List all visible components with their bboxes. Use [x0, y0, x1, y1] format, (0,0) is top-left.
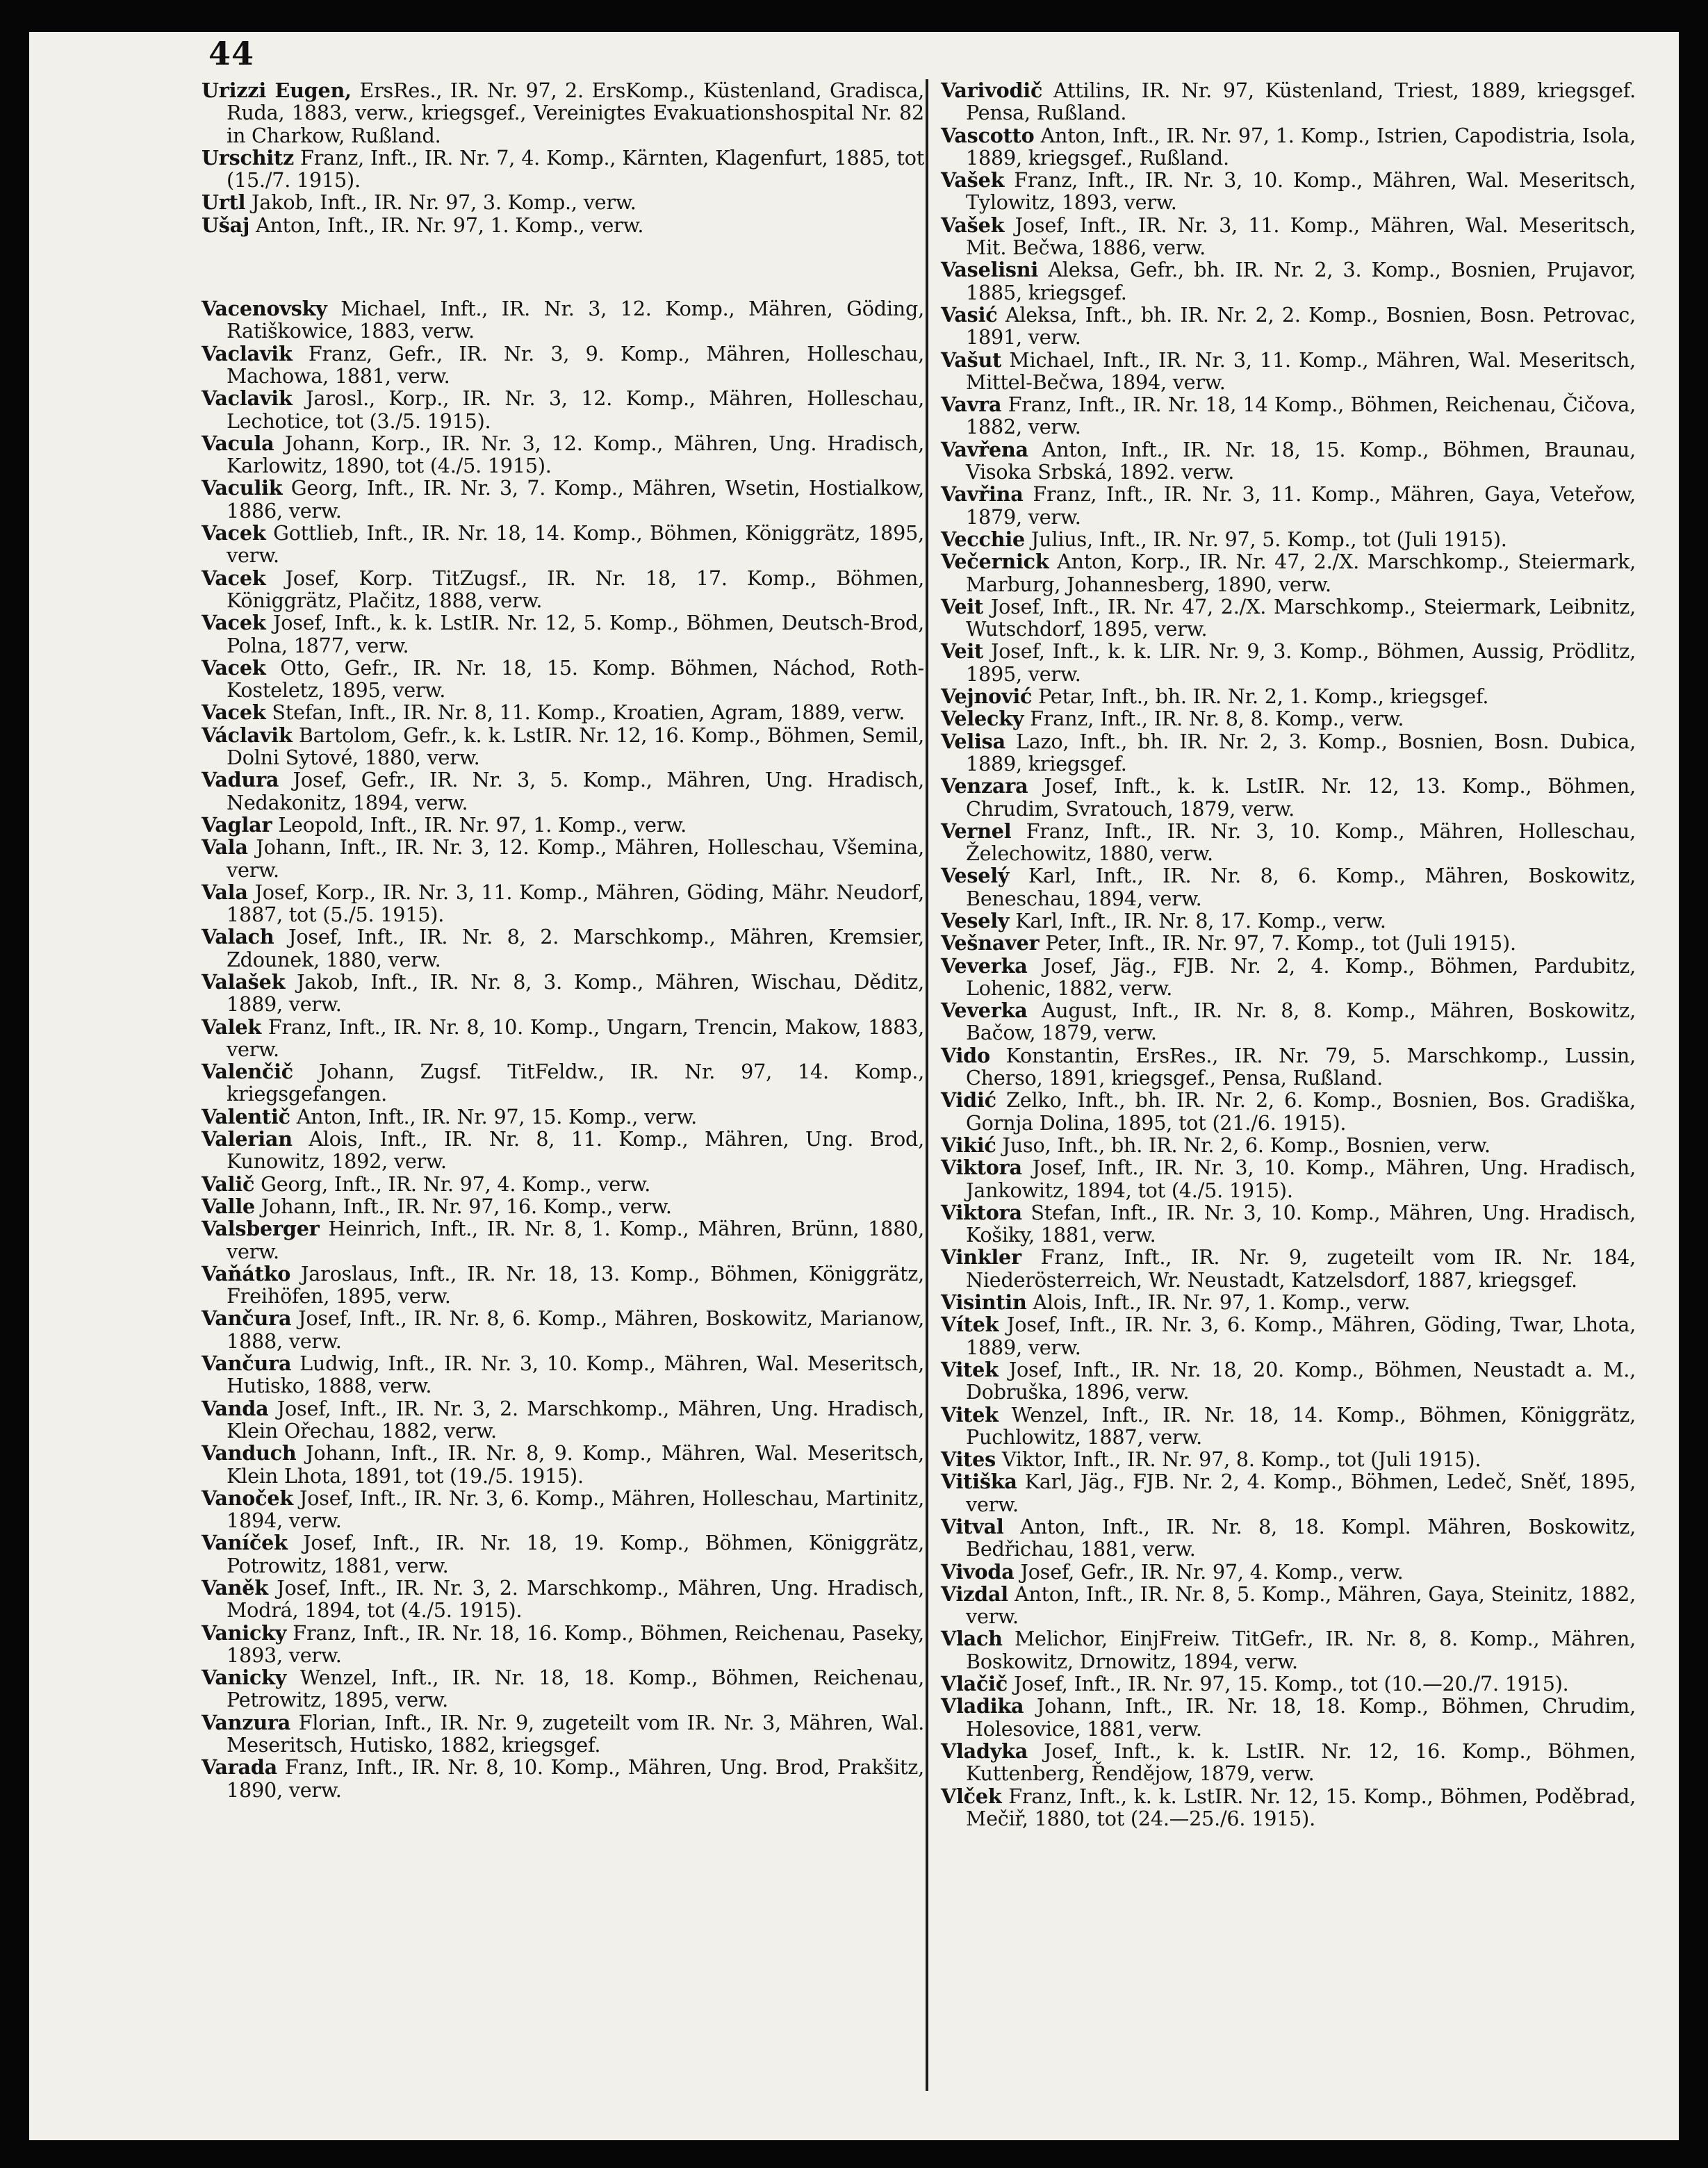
section-gap — [202, 236, 924, 297]
entry-details: Julius, Inft., IR. Nr. 97, 5. Komp., tot (Juli 1915). — [1025, 527, 1507, 551]
entry-details: Josef, Inft., IR. Nr. 3, 6. Komp., Mähren, Göding, Twar, Lhota, 1889, verw. — [966, 1313, 1636, 1359]
entry-details: Josef, Inft., k. k. LstIR. Nr. 12, 5. Komp., Böhmen, Deutsch-Brod, Polna, 1877, verw. — [227, 611, 924, 657]
entry-surname: Vacek — [202, 655, 266, 680]
entry-details: Franz, Inft., IR. Nr. 8, 8. Komp., verw. — [1024, 707, 1404, 731]
entry-surname: Vančura — [202, 1306, 292, 1331]
casualty-entry — [941, 1291, 1636, 1313]
entry-surname: Vivoda — [941, 1559, 1015, 1584]
entry-details: Jaroslaus, Inft., IR. Nr. 18, 13. Komp., Böhmen, Königgrätz, Freihöfen, 1895, verw. — [227, 1261, 924, 1308]
page-number: 44 — [208, 35, 255, 72]
casualty-entry — [941, 1156, 1636, 1201]
entry-details: Anton, Inft., IR. Nr. 18, 15. Komp., Böhmen, Braunau, Visoka Srbská, 1892. verw. — [966, 437, 1636, 484]
entry-details: Josef, Jäg., FJB. Nr. 2, 4. Komp., Böhmen, Pardubitz, Lohenic, 1882, verw. — [966, 953, 1636, 1000]
entry-surname: Urizzi Eugen, — [202, 79, 352, 102]
entry-surname: Vernel — [941, 819, 1012, 843]
casualty-entry — [941, 707, 1636, 730]
entry-details: Franz, Inft., IR. Nr. 8, 10. Komp., Mähren, Ung. Brod, Prakšitz, 1890, verw. — [227, 1755, 924, 1802]
entry-surname: Vadura — [202, 768, 279, 792]
entry-details: Franz, Inft., IR. Nr. 8, 10. Komp., Ungarn, Trencin, Makow, 1883, verw. — [227, 1015, 924, 1061]
entry-surname: Vanicky — [202, 1620, 287, 1645]
entry-surname: Vikić — [941, 1133, 996, 1157]
casualty-entry — [941, 730, 1636, 775]
entry-details: Georg, Inft., IR. Nr. 97, 4. Komp., verw. — [254, 1172, 651, 1196]
casualty-entry — [941, 124, 1636, 170]
entry-details: Attilins, IR. Nr. 97, Küstenland, Triest, 1889, kriegsgef. Pensa, Rußland. — [966, 79, 1636, 125]
casualty-entry — [941, 1358, 1636, 1404]
casualty-entry — [941, 1404, 1636, 1449]
casualty-entry — [202, 297, 924, 343]
casualty-entry — [202, 1711, 924, 1757]
entry-details: Michael, Inft., IR. Nr. 3, 12. Komp., Mähren, Göding, Ratiškowice, 1883, verw. — [227, 297, 924, 343]
entry-surname: Vanoček — [202, 1486, 293, 1510]
entry-surname: Valek — [202, 1015, 261, 1039]
casualty-entry — [941, 864, 1636, 910]
entry-surname: Vaculik — [202, 476, 283, 500]
casualty-entry — [941, 304, 1636, 349]
casualty-entry — [941, 438, 1636, 484]
casualty-entry — [941, 1201, 1636, 1247]
casualty-entry — [202, 1487, 924, 1532]
entry-details: Franz, Inft., k. k. LstIR. Nr. 12, 15. Komp., Böhmen, Poděbrad, Mečiř, 1880, tot (24.—25./6. 1915). — [966, 1784, 1636, 1830]
entry-details: Josef, Inft., k. k. LstIR. Nr. 12, 16. Komp., Böhmen, Kuttenberg, Řendějow, 1879, verw. — [966, 1739, 1636, 1786]
entry-details: Johann, Inft., IR. Nr. 18, 18. Komp., Böhmen, Chrudim, Holesovice, 1881, verw. — [966, 1694, 1636, 1741]
entry-details: Stefan, Inft., IR. Nr. 3, 10. Komp., Mähren, Ung. Hradisch, Košiky, 1881, verw. — [966, 1200, 1636, 1247]
entry-details: Josef, Inft., IR. Nr. 3, 11. Komp., Mähren, Wal. Meseritsch, Mit. Bečwa, 1886, verw. — [966, 213, 1636, 260]
entry-surname: Vladyka — [941, 1739, 1028, 1763]
entry-surname: Vizdal — [941, 1582, 1008, 1606]
entry-details: Juso, Inft., bh. IR. Nr. 2, 6. Komp., Bosnien, verw. — [996, 1133, 1491, 1157]
entry-surname: Vaněk — [202, 1576, 268, 1600]
casualty-entry — [941, 932, 1636, 954]
casualty-entry — [202, 522, 924, 567]
entry-surname: Vitiška — [941, 1470, 1017, 1494]
casualty-entry — [941, 1785, 1636, 1830]
entry-surname: Visintin — [941, 1290, 1027, 1315]
casualty-entry — [941, 1313, 1636, 1358]
casualty-entry — [202, 1442, 924, 1487]
casualty-entry — [941, 528, 1636, 550]
casualty-entry — [202, 724, 924, 769]
casualty-entry — [202, 1016, 924, 1061]
casualty-entry — [941, 640, 1636, 685]
entry-details: Franz, Gefr., IR. Nr. 3, 9. Komp., Mähren, Holleschau, Machowa, 1881, verw. — [227, 341, 924, 388]
casualty-entry — [941, 349, 1636, 394]
entry-surname: Vlček — [941, 1784, 1002, 1808]
entry-details: Michael, Inft., IR. Nr. 3, 11. Komp., Mähren, Wal. Meseritsch, Mittel-Bečwa, 1894, verw. — [966, 347, 1636, 394]
entry-details: Josef, Inft., IR. Nr. 3, 2. Marschkomp., Mähren, Ung. Hradisch, Modrá, 1894, tot (4./5. 1915). — [227, 1576, 924, 1623]
casualty-entry — [202, 611, 924, 657]
left-column — [202, 79, 924, 1801]
entry-details: Aleksa, Inft., bh. IR. Nr. 2, 2. Komp., Bosnien, Bosn. Petrovac, 1891, verw. — [966, 302, 1636, 350]
entry-surname: Valenčič — [202, 1060, 294, 1084]
entry-surname: Viktora — [941, 1200, 1022, 1224]
entry-surname: Vesely — [941, 908, 1010, 933]
casualty-entry — [202, 1106, 924, 1128]
entry-surname: Vaclavik — [202, 386, 293, 411]
entry-surname: Vala — [202, 880, 248, 904]
entry-surname: Vacenovsky — [202, 297, 327, 321]
casualty-entry — [202, 814, 924, 836]
entry-details: Konstantin, ErsRes., IR. Nr. 79, 5. Marschkomp., Lussin, Cherso, 1891, kriegsgef., Pensa, Rußland. — [966, 1043, 1636, 1090]
casualty-entry — [202, 477, 924, 522]
entry-details: Anton, Inft., IR. Nr. 8, 5. Komp., Mähren, Gaya, Steinitz, 1882, verw. — [966, 1582, 1636, 1629]
casualty-entry — [202, 1666, 924, 1711]
casualty-entry — [202, 79, 924, 147]
entry-surname: Vanda — [202, 1396, 269, 1420]
casualty-entry — [202, 881, 924, 926]
casualty-entry — [202, 191, 924, 213]
entry-details: Josef, Inft., k. k. LstIR. Nr. 12, 13. Komp., Böhmen, Chrudim, Svratouch, 1879, verw. — [966, 774, 1636, 821]
entry-surname: Valach — [202, 925, 274, 949]
casualty-entry — [941, 910, 1636, 932]
entry-details: Jakob, Inft., IR. Nr. 97, 3. Komp., verw. — [245, 190, 637, 215]
entry-surname: Vacek — [202, 700, 266, 725]
entry-surname: Veverka — [941, 953, 1028, 978]
entry-details: Karl, Inft., IR. Nr. 8, 6. Komp., Mähren, Boskowitz, Beneschau, 1894, verw. — [966, 864, 1636, 910]
entry-surname: Vacek — [202, 611, 266, 635]
entry-details: Anton, Korp., IR. Nr. 47, 2./X. Marschkomp., Steiermark, Marburg, Johannesberg, 1890, verw. — [966, 550, 1636, 596]
casualty-entry — [941, 1134, 1636, 1156]
entry-surname: Vecchie — [941, 527, 1026, 551]
entry-details: Anton, Inft., IR. Nr. 97, 15. Komp., verw. — [290, 1104, 697, 1128]
casualty-entry — [202, 971, 924, 1016]
casualty-entry — [202, 214, 924, 236]
casualty-entry — [941, 1516, 1636, 1561]
entry-details: Karl, Inft., IR. Nr. 8, 17. Komp., verw. — [1009, 908, 1386, 933]
entry-details: Josef, Inft., IR. Nr. 18, 19. Komp., Böhmen, Königgrätz, Potrowitz, 1881, verw. — [227, 1531, 924, 1577]
casualty-entry — [202, 657, 924, 702]
entry-surname: Vitek — [941, 1357, 999, 1381]
entry-details: Franz, Inft., IR. Nr. 3, 10. Komp., Mähren, Wal. Meseritsch, Tylowitz, 1893, verw. — [966, 168, 1636, 215]
casualty-entry — [941, 1561, 1636, 1583]
casualty-entry — [941, 1246, 1636, 1291]
entry-surname: Václavik — [202, 723, 293, 747]
entry-details: Josef, Inft., IR. Nr. 8, 6. Komp., Mähren, Boskowitz, Marianow, 1888, verw. — [227, 1306, 924, 1353]
entry-surname: Urtl — [202, 190, 246, 215]
casualty-entry — [941, 1583, 1636, 1628]
entry-details: Josef, Inft., IR. Nr. 47, 2./X. Marschkomp., Steiermark, Leibnitz, Wutschdorf, 1895, verw. — [966, 594, 1636, 641]
casualty-entry — [941, 775, 1636, 820]
entry-surname: Vavřina — [941, 482, 1024, 507]
entry-details: Josef, Inft., IR. Nr. 3, 6. Komp., Mähren, Holleschau, Martinitz, 1894, verw. — [227, 1486, 924, 1533]
entry-details: Anton, Inft., IR. Nr. 97, 1. Komp., verw. — [249, 213, 644, 237]
entry-details: Anton, Inft., IR. Nr. 97, 1. Komp., Istrien, Capodistria, Isola, 1889, kriegsgef., Rußland. — [966, 123, 1636, 170]
entry-surname: Varada — [202, 1755, 277, 1780]
casualty-entry — [202, 567, 924, 612]
entry-surname: Vites — [941, 1447, 996, 1472]
entry-details: Jarosl., Korp., IR. Nr. 3, 12. Komp., Mähren, Holleschau, Lechotice, tot (3./5. 1915). — [227, 386, 924, 433]
casualty-entry — [202, 1195, 924, 1217]
entry-details: Alois, Inft., IR. Nr. 97, 1. Komp., verw. — [1026, 1290, 1411, 1315]
casualty-entry — [202, 1217, 924, 1263]
entry-surname: Varivodič — [941, 79, 1043, 102]
entry-surname: Vanduch — [202, 1441, 297, 1465]
casualty-entry — [941, 1448, 1636, 1470]
entry-surname: Veverka — [941, 999, 1028, 1023]
entry-details: Petar, Inft., bh. IR. Nr. 2, 1. Komp., kriegsgef. — [1032, 684, 1489, 709]
entry-surname: Ušaj — [202, 213, 250, 237]
entry-details: Florian, Inft., IR. Nr. 9, zugeteilt vom IR. Nr. 3, Mähren, Wal. Meseritsch, Hutisko, 1882, kriegsgef. — [227, 1710, 924, 1757]
entry-surname: Velecky — [941, 707, 1024, 731]
casualty-entry — [202, 1060, 924, 1106]
casualty-entry — [202, 387, 924, 432]
entry-surname: Valič — [202, 1172, 255, 1196]
casualty-entry — [202, 1352, 924, 1397]
entry-details: Josef, Inft., k. k. LIR. Nr. 9, 3. Komp., Böhmen, Aussig, Prödlitz, 1895, verw. — [966, 639, 1636, 686]
entry-details: Bartolom, Gefr., k. k. LstIR. Nr. 12, 16. Komp., Böhmen, Semil, Dolni Sytové, 1880, verw. — [227, 723, 924, 770]
entry-surname: Vlach — [941, 1627, 1003, 1651]
entry-surname: Vitek — [941, 1402, 999, 1427]
entry-details: Heinrich, Inft., IR. Nr. 8, 1. Komp., Mähren, Brünn, 1880, verw. — [227, 1217, 924, 1263]
document-page — [29, 32, 1679, 2140]
entry-details: Josef, Korp., IR. Nr. 3, 11. Komp., Mähren, Göding, Mähr. Neudorf, 1887, tot (5./5. 1915). — [227, 880, 924, 927]
casualty-entry — [202, 1307, 924, 1352]
casualty-entry — [941, 685, 1636, 707]
entry-details: Stefan, Inft., IR. Nr. 8, 11. Komp., Kroatien, Agram, 1889, verw. — [265, 700, 905, 725]
casualty-entry — [941, 1740, 1636, 1785]
entry-details: Georg, Inft., IR. Nr. 3, 7. Komp., Mähren, Wsetin, Hostialkow, 1886, verw. — [227, 476, 924, 523]
entry-surname: Vladika — [941, 1694, 1024, 1718]
entry-details: Anton, Inft., IR. Nr. 8, 18. Kompl. Mähren, Boskowitz, Bedřichau, 1881, verw. — [966, 1515, 1636, 1561]
entry-details: Wenzel, Inft., IR. Nr. 18, 14. Komp., Böhmen, Königgrätz, Puchlowitz, 1887, verw. — [966, 1402, 1636, 1449]
entry-surname: Vanzura — [202, 1710, 291, 1734]
casualty-entry — [202, 1531, 924, 1577]
entry-surname: Valsberger — [202, 1217, 320, 1241]
entry-details: Johann, Inft., IR. Nr. 8, 9. Komp., Mähren, Wal. Meseritsch, Klein Lhota, 1891, tot (19./5. 1915). — [227, 1441, 924, 1488]
entry-surname: Vešnaver — [941, 931, 1040, 955]
casualty-entry — [202, 1622, 924, 1667]
casualty-entry — [202, 1263, 924, 1308]
casualty-entry — [202, 147, 924, 192]
entry-surname: Vaclavik — [202, 341, 293, 366]
entry-details: Josef, Inft., IR. Nr. 3, 2. Marschkomp., Mähren, Ung. Hradisch, Klein Ořechau, 1882, verw. — [227, 1396, 924, 1443]
entry-surname: Vacula — [202, 431, 274, 455]
casualty-entry — [202, 769, 924, 814]
entry-surname: Vacek — [202, 566, 266, 590]
entry-details: Josef, Gefr., IR. Nr. 3, 5. Komp., Mähren, Ung. Hradisch, Nedakonitz, 1894, verw. — [227, 768, 924, 814]
entry-surname: Vašek — [941, 213, 1005, 237]
casualty-entry — [941, 955, 1636, 1000]
entry-surname: Vinkler — [941, 1245, 1021, 1270]
entry-surname: Vítek — [941, 1313, 999, 1337]
entry-surname: Veselý — [941, 864, 1010, 888]
entry-surname: Valerian — [202, 1127, 293, 1151]
entry-details: Franz, Inft., IR. Nr. 3, 10. Komp., Mähren, Holleschau, Želechowitz, 1880, verw. — [966, 819, 1636, 866]
entry-surname: Vanicky — [202, 1666, 287, 1690]
entry-details: Franz, Inft., IR. Nr. 7, 4. Komp., Kärnten, Klagenfurt, 1885, tot (15./7. 1915). — [227, 145, 924, 192]
entry-surname: Vaselisni — [941, 258, 1039, 282]
entry-surname: Vido — [941, 1043, 990, 1067]
entry-details: Viktor, Inft., IR. Nr. 97, 8. Komp., tot (Juli 1915). — [996, 1447, 1481, 1472]
entry-details: Franz, Inft., IR. Nr. 18, 14 Komp., Böhmen, Reichenau, Čičova, 1882, verw. — [966, 393, 1636, 439]
casualty-entry — [941, 596, 1636, 641]
entry-surname: Vidić — [941, 1088, 996, 1112]
entry-surname: Velisa — [941, 729, 1005, 753]
entry-surname: Viktora — [941, 1156, 1022, 1180]
casualty-entry — [202, 836, 924, 881]
casualty-entry — [202, 701, 924, 723]
entry-surname: Vaníček — [202, 1531, 288, 1555]
casualty-entry — [941, 1044, 1636, 1090]
casualty-entry — [941, 1627, 1636, 1673]
casualty-entry — [202, 1173, 924, 1195]
entry-details: August, Inft., IR. Nr. 8, 8. Komp., Mähren, Boskowitz, Bačow, 1879, verw. — [966, 999, 1636, 1045]
entry-details: Alois, Inft., IR. Nr. 8, 11. Komp., Mähren, Ung. Brod, Kunowitz, 1892, verw. — [227, 1127, 924, 1174]
entry-surname: Vančura — [202, 1352, 292, 1376]
entry-details: Josef, Inft., IR. Nr. 3, 10. Komp., Mähren, Ung. Hradisch, Jankowitz, 1894, tot (4./5. 1915). — [966, 1156, 1636, 1202]
entry-surname: Vacek — [202, 521, 266, 545]
entry-surname: Vaňátko — [202, 1261, 291, 1286]
casualty-entry — [202, 1128, 924, 1173]
entry-details: Josef, Gefr., IR. Nr. 97, 4. Komp., verw. — [1014, 1559, 1404, 1584]
casualty-entry — [941, 999, 1636, 1044]
casualty-entry — [941, 1089, 1636, 1134]
entry-details: Franz, Inft., IR. Nr. 18, 16. Komp., Böhmen, Reichenau, Paseky, 1893, verw. — [227, 1620, 924, 1667]
entry-details: Johann, Inft., IR. Nr. 97, 16. Komp., verw. — [255, 1194, 672, 1218]
entry-surname: Vavřena — [941, 437, 1028, 461]
casualty-entry — [941, 1673, 1636, 1695]
entry-surname: Vitval — [941, 1515, 1004, 1538]
casualty-entry — [941, 1695, 1636, 1740]
entry-surname: Vascotto — [941, 123, 1035, 147]
entry-surname: Vašut — [941, 347, 1002, 372]
casualty-entry — [941, 1470, 1636, 1516]
entry-details: Josef, Inft., IR. Nr. 97, 15. Komp., tot (10.—20./7. 1915). — [1008, 1672, 1569, 1696]
entry-surname: Vavra — [941, 393, 1002, 417]
entry-details: Leopold, Inft., IR. Nr. 97, 1. Komp., verw. — [272, 812, 687, 837]
casualty-entry — [202, 926, 924, 971]
entry-surname: Venzara — [941, 774, 1028, 798]
casualty-entry — [202, 1577, 924, 1622]
casualty-entry — [202, 432, 924, 477]
casualty-entry — [941, 483, 1636, 528]
casualty-entry — [202, 1756, 924, 1801]
entry-surname: Urschitz — [202, 145, 295, 170]
entry-details: Jakob, Inft., IR. Nr. 8, 3. Komp., Mähren, Wischau, Děditz, 1889, verw. — [227, 969, 924, 1017]
entry-details: Johann, Inft., IR. Nr. 3, 12. Komp., Mähren, Holleschau, Všemina, verw. — [227, 835, 924, 882]
entry-details: Johann, Zugsf. TitFeldw., IR. Nr. 97, 14. Komp., kriegsgefangen. — [227, 1060, 924, 1106]
entry-details: Josef, Inft., IR. Nr. 8, 2. Marschkomp., Mähren, Kremsier, Zdounek, 1880, verw. — [227, 925, 924, 971]
entry-details: Josef, Korp. TitZugsf., IR. Nr. 18, 17. Komp., Böhmen, Königgrätz, Plačitz, 1888, verw. — [227, 566, 924, 612]
entry-details: Aleksa, Gefr., bh. IR. Nr. 2, 3. Komp., Bosnien, Prujavor, 1885, kriegsgef. — [966, 258, 1636, 304]
entry-details: Karl, Jäg., FJB. Nr. 2, 4. Komp., Böhmen, Ledeč, Sněť, 1895, verw. — [966, 1470, 1636, 1516]
entry-details: Peter, Inft., IR. Nr. 97, 7. Komp., tot (Juli 1915). — [1039, 931, 1516, 955]
entry-surname: Vasić — [941, 302, 998, 327]
entry-details: Melichor, EinjFreiw. TitGefr., IR. Nr. 8, 8. Komp., Mähren, Boskowitz, Drnowitz, 1894, verw. — [966, 1627, 1636, 1673]
casualty-entry — [941, 214, 1636, 259]
entry-details: Gottlieb, Inft., IR. Nr. 18, 14. Komp., Böhmen, Königgrätz, 1895, verw. — [227, 521, 924, 568]
entry-surname: Vejnović — [941, 684, 1033, 709]
entry-details: Ludwig, Inft., IR. Nr. 3, 10. Komp., Mähren, Wal. Meseritsch, Hutisko, 1888, verw. — [227, 1352, 924, 1398]
casualty-entry — [941, 169, 1636, 214]
entry-surname: Večernick — [941, 550, 1049, 574]
right-column — [941, 79, 1636, 1830]
entry-details: Lazo, Inft., bh. IR. Nr. 2, 3. Komp., Bosnien, Bosn. Dubica, 1889, kriegsgef. — [966, 729, 1636, 775]
entry-details: Johann, Korp., IR. Nr. 3, 12. Komp., Mähren, Ung. Hradisch, Karlowitz, 1890, tot (4./5. 1915). — [227, 431, 924, 478]
entry-surname: Veit — [941, 639, 984, 664]
entry-details: Otto, Gefr., IR. Nr. 18, 15. Komp. Böhmen, Náchod, Roth-Kosteletz, 1895, verw. — [227, 655, 924, 703]
entry-surname: Valašek — [202, 969, 286, 994]
entry-surname: Vaglar — [202, 812, 272, 837]
entry-surname: Vašek — [941, 168, 1005, 192]
casualty-entry — [202, 1397, 924, 1443]
entry-details: Zelko, Inft., bh. IR. Nr. 2, 6. Komp., Bosnien, Bos. Gradiška, Gornja Dolina, 1895, tot (21./6. 1915). — [966, 1088, 1636, 1135]
column-divider — [926, 79, 928, 2091]
entry-surname: Vala — [202, 835, 248, 860]
entry-surname: Valle — [202, 1194, 256, 1218]
entry-surname: Veit — [941, 594, 984, 618]
entry-surname: Valentič — [202, 1104, 290, 1128]
casualty-entry — [941, 820, 1636, 865]
entry-details: Josef, Inft., IR. Nr. 18, 20. Komp., Böhmen, Neustadt a. M., Dobruška, 1896, verw. — [966, 1357, 1636, 1404]
casualty-entry — [941, 79, 1636, 124]
entry-details: Wenzel, Inft., IR. Nr. 18, 18. Komp., Böhmen, Reichenau, Petrowitz, 1895, verw. — [227, 1666, 924, 1712]
entry-details: Franz, Inft., IR. Nr. 3, 11. Komp., Mähren, Gaya, Veteřow, 1879, verw. — [966, 482, 1636, 529]
entry-details: ErsRes., IR. Nr. 97, 2. ErsKomp., Küstenland, Gradisca, Ruda, 1883, verw., kriegsgef., Vereinigtes Evakuationshospital Nr. 82 in Charkow, Rußland. — [227, 79, 924, 147]
casualty-entry — [941, 258, 1636, 304]
casualty-entry — [941, 393, 1636, 438]
entry-details: Franz, Inft., IR. Nr. 9, zugeteilt vom IR. Nr. 184, Niederösterreich, Wr. Neustadt, Katzelsdorf, 1887, kriegsgef. — [966, 1245, 1636, 1292]
casualty-entry — [202, 343, 924, 388]
casualty-entry — [941, 550, 1636, 596]
entry-surname: Vlačič — [941, 1672, 1008, 1696]
